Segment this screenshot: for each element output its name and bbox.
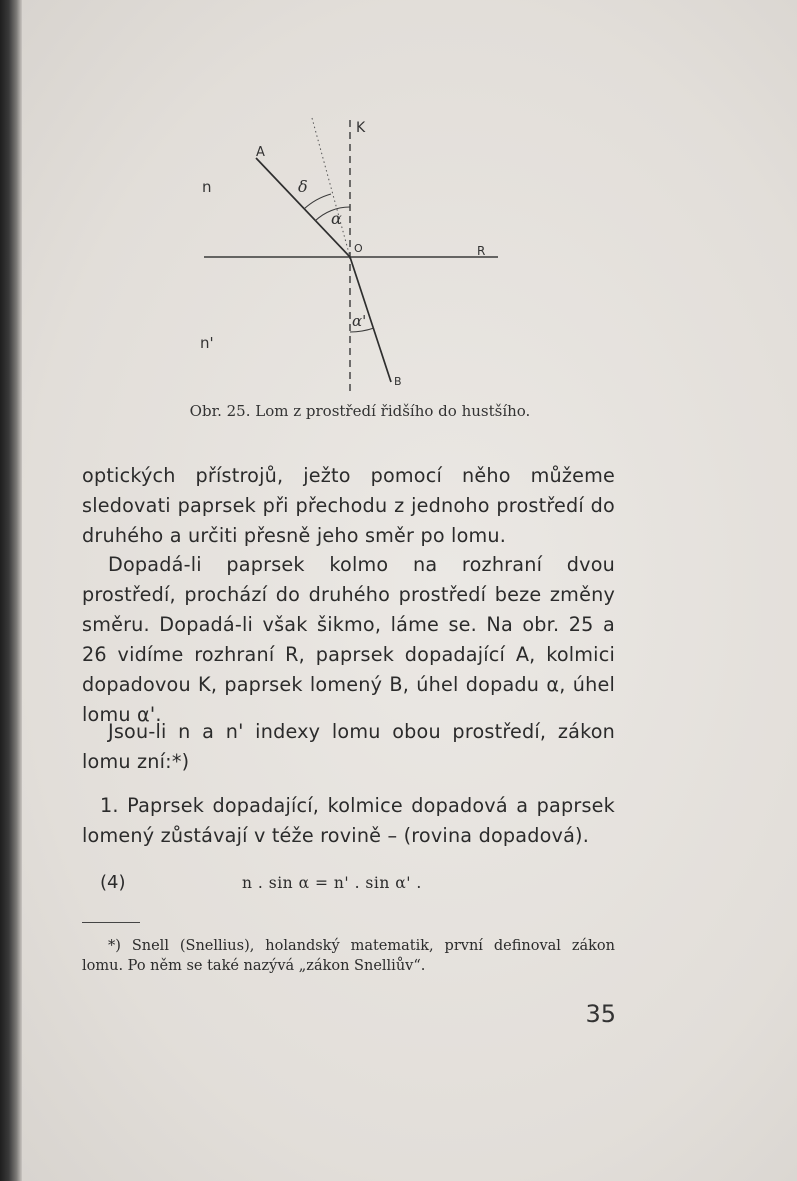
refraction-diagram bbox=[190, 100, 530, 400]
label-n-prime: n' bbox=[200, 334, 214, 352]
arc-delta bbox=[304, 194, 331, 209]
snell-formula: n . sin α = n' . sin α' . bbox=[242, 874, 422, 892]
incident-ray-A bbox=[256, 158, 350, 257]
paragraph-1: optických přístrojů, ježto pomocí něho můžeme sledovati paprsek při přechodu z jednoho prostředí do druhého a určiti přesně jeho směr po lomu. bbox=[82, 464, 615, 547]
page-number: 35 bbox=[585, 1000, 616, 1028]
label-delta: δ bbox=[298, 177, 308, 196]
label-alpha: α bbox=[331, 209, 342, 228]
label-O: O bbox=[354, 242, 363, 255]
label-n: n bbox=[202, 178, 212, 196]
label-K: K bbox=[356, 120, 366, 136]
book-binding-shadow bbox=[0, 0, 22, 1181]
paragraph-4-law-1: 1. Paprsek dopadající, kolmice dopadová a paprsek lomený zůstávají v téže rovině – (rovina dopadová). bbox=[82, 794, 615, 847]
label-A: A bbox=[256, 145, 265, 160]
label-alpha-prime: α' bbox=[352, 312, 367, 330]
figure-caption: Obr. 25. Lom z prostředí řidšího do hustšího. bbox=[189, 402, 531, 420]
footnote: *) Snell (Snellius), holandský matematik, první definoval zákon lomu. Po něm se také nazývá „zákon Snelliův“. bbox=[82, 938, 615, 974]
formula-number: (4) bbox=[100, 872, 126, 893]
formula-row bbox=[100, 872, 620, 898]
footnote-divider bbox=[82, 922, 140, 923]
label-B: B bbox=[394, 375, 402, 388]
paragraph-2: Dopadá-li paprsek kolmo na rozhraní dvou prostředí, prochází do druhého prostředí beze změny směru. Dopadá-li však šikmo, láme se. Na obr. 25 a 26 vidíme rozhraní R, paprsek dopadající A, kolmici dopadovou K, paprsek lomený B, úhel dopadu α, úhel lomu α'. bbox=[82, 553, 615, 726]
paragraph-3: Jsou-li n a n' indexy lomu obou prostředí, zákon lomu zní:*) bbox=[82, 720, 615, 773]
label-R: R bbox=[477, 244, 486, 258]
